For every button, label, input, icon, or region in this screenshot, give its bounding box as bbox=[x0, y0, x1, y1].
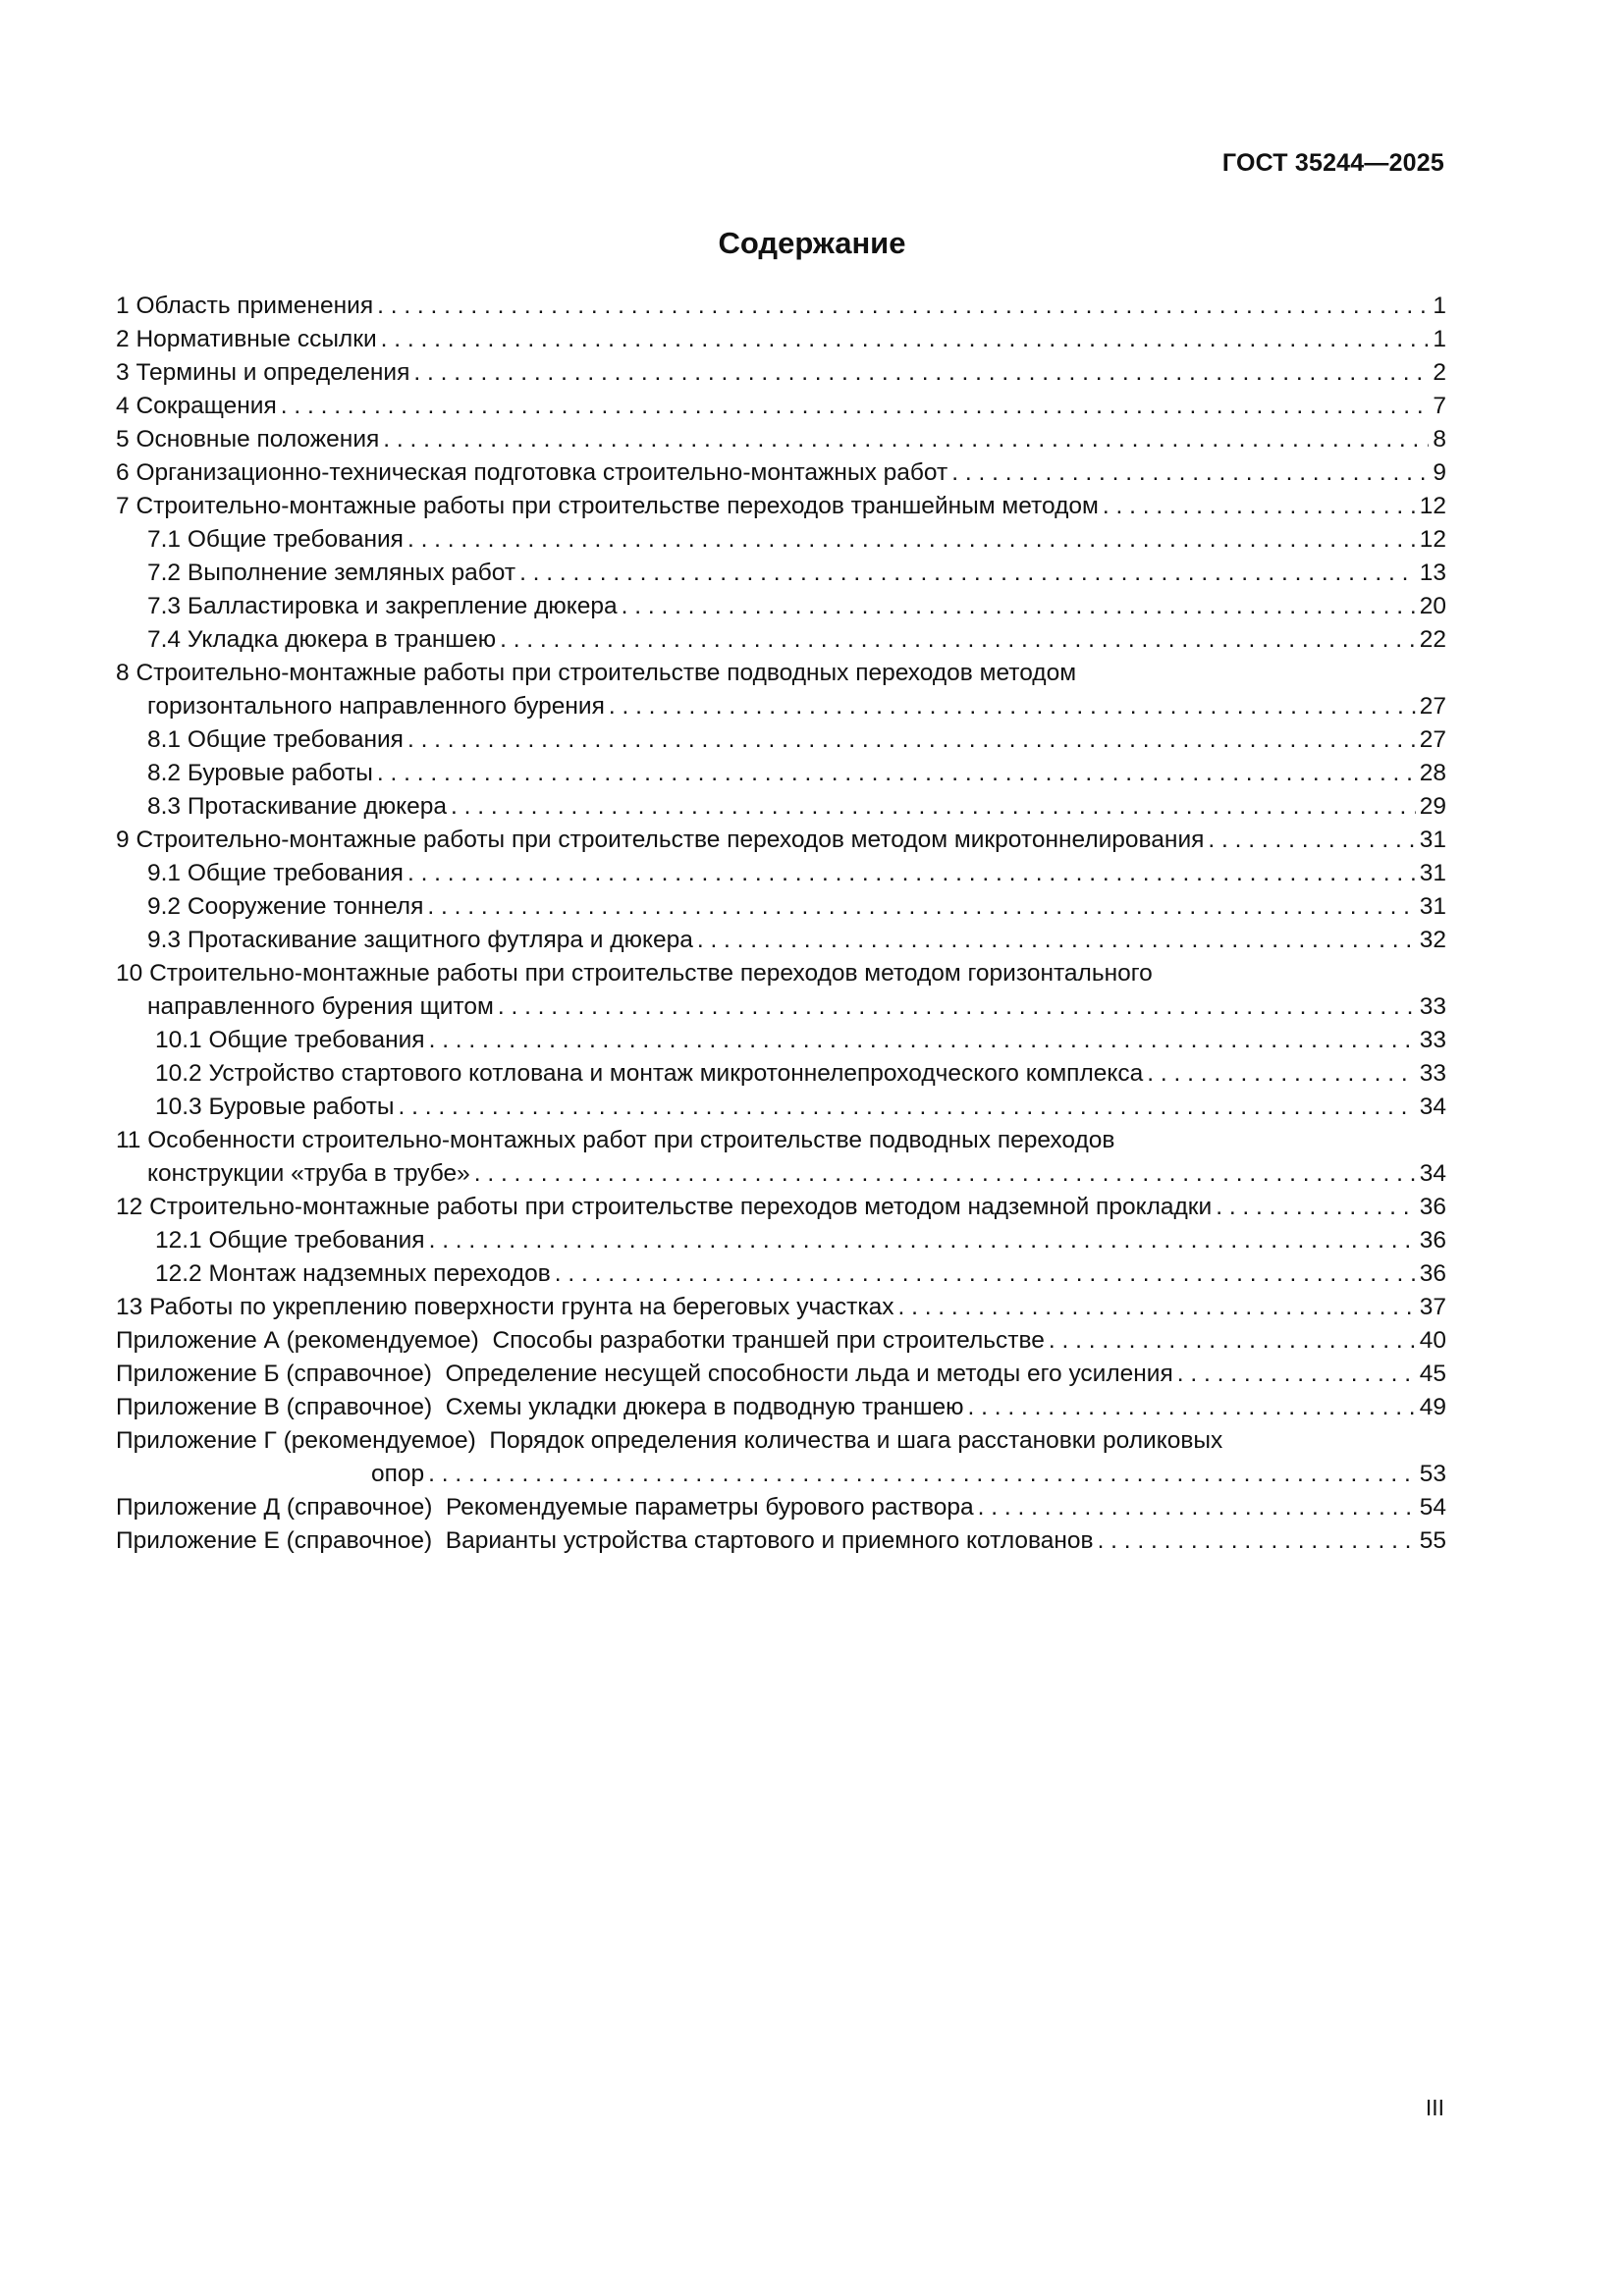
document-code: ГОСТ 35244—2025 bbox=[1221, 149, 1444, 177]
toc-subentry[interactable] bbox=[116, 523, 1446, 557]
toc-appendix-entry[interactable] bbox=[116, 1524, 1446, 1558]
toc-entry-number: 13 bbox=[116, 1294, 143, 1320]
toc-entry[interactable] bbox=[116, 490, 1446, 523]
toc-entry-page: 36 bbox=[1419, 1194, 1446, 1220]
toc-entry-title: Строительно-монтажные работы при строительстве переходов траншейным методом bbox=[135, 493, 1099, 519]
toc-entry-page: 31 bbox=[1419, 827, 1446, 853]
toc-entry-title: Устройство стартового котлована и монтаж микротоннелепроходческого комплекса bbox=[208, 1060, 1144, 1087]
toc-entry-number: 7.2 bbox=[147, 560, 182, 586]
toc-entry-title-line1: Строительно-монтажные работы при строительстве переходов методом горизонтального bbox=[149, 960, 1153, 987]
toc-entry-page: 36 bbox=[1419, 1227, 1446, 1254]
toc-entry-title-line1: Особенности строительно-монтажных работ при строительстве подводных переходов bbox=[147, 1127, 1115, 1153]
toc-entry-page: 49 bbox=[1419, 1394, 1446, 1420]
toc-entry[interactable] bbox=[116, 1124, 1446, 1191]
toc-entry-page: 7 bbox=[1433, 393, 1446, 419]
toc-entry-number: 8 bbox=[116, 660, 130, 686]
toc-entry-number: 12 bbox=[116, 1194, 143, 1220]
toc-entry-title-line1: Строительно-монтажные работы при строительстве подводных переходов методом bbox=[135, 660, 1077, 686]
toc-entry-page: 34 bbox=[1419, 1160, 1446, 1187]
toc-subentry[interactable] bbox=[116, 1091, 1446, 1124]
toc-entry-number: 1 bbox=[116, 293, 130, 319]
page-number: III bbox=[1425, 2095, 1444, 2120]
toc-subentry[interactable] bbox=[116, 723, 1446, 757]
toc-entry-number: 11 bbox=[116, 1127, 141, 1153]
toc-entry-title: Укладка дюкера в траншею bbox=[187, 626, 497, 653]
toc-entry-title: Сооружение тоннеля bbox=[187, 893, 424, 920]
toc-entry-page: 33 bbox=[1419, 1060, 1446, 1087]
toc-entry-number: 10.1 bbox=[155, 1027, 202, 1053]
toc-entry-number: 9.3 bbox=[147, 927, 182, 953]
toc-entry-page: 29 bbox=[1419, 793, 1446, 820]
toc-entry-page: 12 bbox=[1419, 493, 1446, 519]
toc-entry[interactable] bbox=[116, 1191, 1446, 1224]
toc-entry-number: 6 bbox=[116, 459, 130, 486]
toc-appendix-label: Приложение Б (справочное) bbox=[116, 1361, 432, 1387]
toc-entry-title: Основные положения bbox=[135, 426, 380, 453]
toc-subentry[interactable] bbox=[116, 890, 1446, 924]
toc-entry-title: Нормативные ссылки bbox=[135, 326, 377, 352]
toc-entry-number: 8.2 bbox=[147, 760, 182, 786]
toc-entry-page: 13 bbox=[1419, 560, 1446, 586]
toc-entry-title: Буровые работы bbox=[187, 760, 373, 786]
toc-appendix-entry[interactable] bbox=[116, 1391, 1446, 1424]
toc-entry-title: Сокращения bbox=[135, 393, 277, 419]
toc-entry[interactable] bbox=[116, 356, 1446, 390]
toc-subentry[interactable] bbox=[116, 757, 1446, 790]
toc-appendix-entry[interactable] bbox=[116, 1358, 1446, 1391]
toc-entry-page: 45 bbox=[1419, 1361, 1446, 1387]
toc-entry-title: Общие требования bbox=[208, 1027, 425, 1053]
toc-appendix-label: Приложение В (справочное) bbox=[116, 1394, 433, 1420]
toc-entry-page: 28 bbox=[1419, 760, 1446, 786]
toc-entry[interactable] bbox=[116, 1291, 1446, 1324]
toc-entry-title: Общие требования bbox=[208, 1227, 425, 1254]
toc-entry-title: Область применения bbox=[135, 293, 374, 319]
toc-subentry[interactable] bbox=[116, 1024, 1446, 1057]
toc-entry-title: Организационно-техническая подготовка строительно-монтажных работ bbox=[135, 459, 948, 486]
toc-entry[interactable] bbox=[116, 390, 1446, 423]
toc-entry-title: Способы разработки траншей при строительстве bbox=[492, 1327, 1045, 1354]
toc-entry-title: Протаскивание дюкера bbox=[187, 793, 447, 820]
toc-appendix-entry[interactable] bbox=[116, 1424, 1446, 1491]
toc-entry[interactable] bbox=[116, 290, 1446, 323]
toc-entry-title-line2: горизонтального направленного бурения bbox=[147, 693, 605, 720]
toc-entry-number: 9.2 bbox=[147, 893, 182, 920]
toc-entry-number: 5 bbox=[116, 426, 130, 453]
toc-subentry[interactable] bbox=[116, 557, 1446, 590]
toc-entry-page: 32 bbox=[1419, 927, 1446, 953]
toc-entry-page: 40 bbox=[1419, 1327, 1446, 1354]
toc-entry[interactable] bbox=[116, 323, 1446, 356]
toc-entry-title: Монтаж надземных переходов bbox=[208, 1260, 551, 1287]
toc-entry-number: 8.1 bbox=[147, 726, 182, 753]
toc-entry-page: 2 bbox=[1433, 359, 1446, 386]
toc-entry-title: Термины и определения bbox=[135, 359, 410, 386]
toc-entry-title: Работы по укреплению поверхности грунта на береговых участках bbox=[149, 1294, 894, 1320]
toc-appendix-label: Приложение Г (рекомендуемое) bbox=[116, 1427, 476, 1454]
toc-entry[interactable] bbox=[116, 456, 1446, 490]
toc-entry-title: Определение несущей способности льда и методы его усиления bbox=[445, 1361, 1173, 1387]
toc-appendix-label: Приложение Д (справочное) bbox=[116, 1494, 433, 1521]
toc-subentry[interactable] bbox=[116, 1224, 1446, 1257]
toc-entry-title: Общие требования bbox=[187, 860, 404, 886]
toc-entry-title-line2: опор bbox=[371, 1461, 425, 1487]
toc-entry-page: 33 bbox=[1419, 1027, 1446, 1053]
toc-entry-number: 10.3 bbox=[155, 1094, 202, 1120]
toc-entry-title: Строительно-монтажные работы при строительстве переходов методом надземной прокладки bbox=[149, 1194, 1213, 1220]
toc-appendix-entry[interactable] bbox=[116, 1324, 1446, 1358]
toc-entry-number: 12.2 bbox=[155, 1260, 202, 1287]
toc-entry-number: 7.1 bbox=[147, 526, 182, 553]
toc-entry-number: 7.3 bbox=[147, 593, 182, 619]
toc-entry-title: Рекомендуемые параметры бурового раствора bbox=[446, 1494, 974, 1521]
toc-entry-title: Балластировка и закрепление дюкера bbox=[187, 593, 618, 619]
toc-entry-page: 36 bbox=[1419, 1260, 1446, 1287]
toc-entry-number: 7 bbox=[116, 493, 130, 519]
toc-entry-number: 8.3 bbox=[147, 793, 182, 820]
toc-entry-title: Схемы укладки дюкера в подводную траншею bbox=[445, 1394, 964, 1420]
toc-entry-number: 2 bbox=[116, 326, 130, 352]
toc-appendix-entry[interactable] bbox=[116, 1491, 1446, 1524]
toc-entry-title: Строительно-монтажные работы при строительстве переходов методом микротоннелирования bbox=[135, 827, 1205, 853]
toc-subentry[interactable] bbox=[116, 790, 1446, 824]
toc-entry-title-line2: конструкции «труба в трубе» bbox=[147, 1160, 470, 1187]
toc-entry-title: Общие требования bbox=[187, 726, 404, 753]
toc-entry-page: 8 bbox=[1433, 426, 1446, 453]
toc-entry[interactable] bbox=[116, 957, 1446, 1024]
toc-subentry[interactable] bbox=[116, 623, 1446, 657]
toc-entry-page: 54 bbox=[1419, 1494, 1446, 1521]
toc-entry-number: 10.2 bbox=[155, 1060, 202, 1087]
toc-entry[interactable] bbox=[116, 824, 1446, 857]
toc-entry[interactable] bbox=[116, 423, 1446, 456]
toc-entry-number: 10 bbox=[116, 960, 143, 987]
toc-entry-page: 22 bbox=[1419, 626, 1446, 653]
toc-entry-page: 20 bbox=[1419, 593, 1446, 619]
toc-subentry[interactable] bbox=[116, 857, 1446, 890]
toc-subentry[interactable] bbox=[116, 1257, 1446, 1291]
toc-entry-page: 31 bbox=[1419, 893, 1446, 920]
page-title: Содержание bbox=[718, 226, 906, 260]
toc-entry-title: Варианты устройства стартового и приемного котлованов bbox=[445, 1527, 1094, 1554]
toc-entry-title: Буровые работы bbox=[208, 1094, 395, 1120]
toc-entry-number: 7.4 bbox=[147, 626, 182, 653]
toc-subentry[interactable] bbox=[116, 590, 1446, 623]
toc-entry-title-line2: направленного бурения щитом bbox=[147, 993, 494, 1020]
toc-entry-number: 9.1 bbox=[147, 860, 182, 886]
toc-entry-page: 1 bbox=[1433, 293, 1446, 319]
toc-entry[interactable] bbox=[116, 657, 1446, 723]
toc-entry-page: 55 bbox=[1419, 1527, 1446, 1554]
toc-entry-number: 12.1 bbox=[155, 1227, 202, 1254]
toc-entry-page: 27 bbox=[1419, 726, 1446, 753]
toc-entry-title-line1: Порядок определения количества и шага расстановки роликовых bbox=[489, 1427, 1223, 1454]
toc-entry-page: 33 bbox=[1419, 993, 1446, 1020]
toc-entry-page: 9 bbox=[1433, 459, 1446, 486]
toc-subentry[interactable] bbox=[116, 1057, 1446, 1091]
toc-entry-number: 3 bbox=[116, 359, 130, 386]
toc-entry-page: 34 bbox=[1419, 1094, 1446, 1120]
toc-entry-page: 1 bbox=[1433, 326, 1446, 352]
toc-entry-number: 4 bbox=[116, 393, 130, 419]
toc-entry-number: 9 bbox=[116, 827, 130, 853]
toc-entry-page: 12 bbox=[1419, 526, 1446, 553]
toc-entry-title: Выполнение земляных работ bbox=[187, 560, 516, 586]
toc-entry-page: 27 bbox=[1419, 693, 1446, 720]
toc-entry-page: 31 bbox=[1419, 860, 1446, 886]
table-of-contents bbox=[116, 290, 1446, 1558]
toc-entry-page: 53 bbox=[1419, 1461, 1446, 1487]
toc-entry-page: 37 bbox=[1419, 1294, 1446, 1320]
toc-subentry[interactable] bbox=[116, 924, 1446, 957]
toc-appendix-label: Приложение А (рекомендуемое) bbox=[116, 1327, 479, 1354]
toc-entry-title: Общие требования bbox=[187, 526, 404, 553]
toc-appendix-label: Приложение Е (справочное) bbox=[116, 1527, 433, 1554]
toc-entry-title: Протаскивание защитного футляра и дюкера bbox=[187, 927, 693, 953]
